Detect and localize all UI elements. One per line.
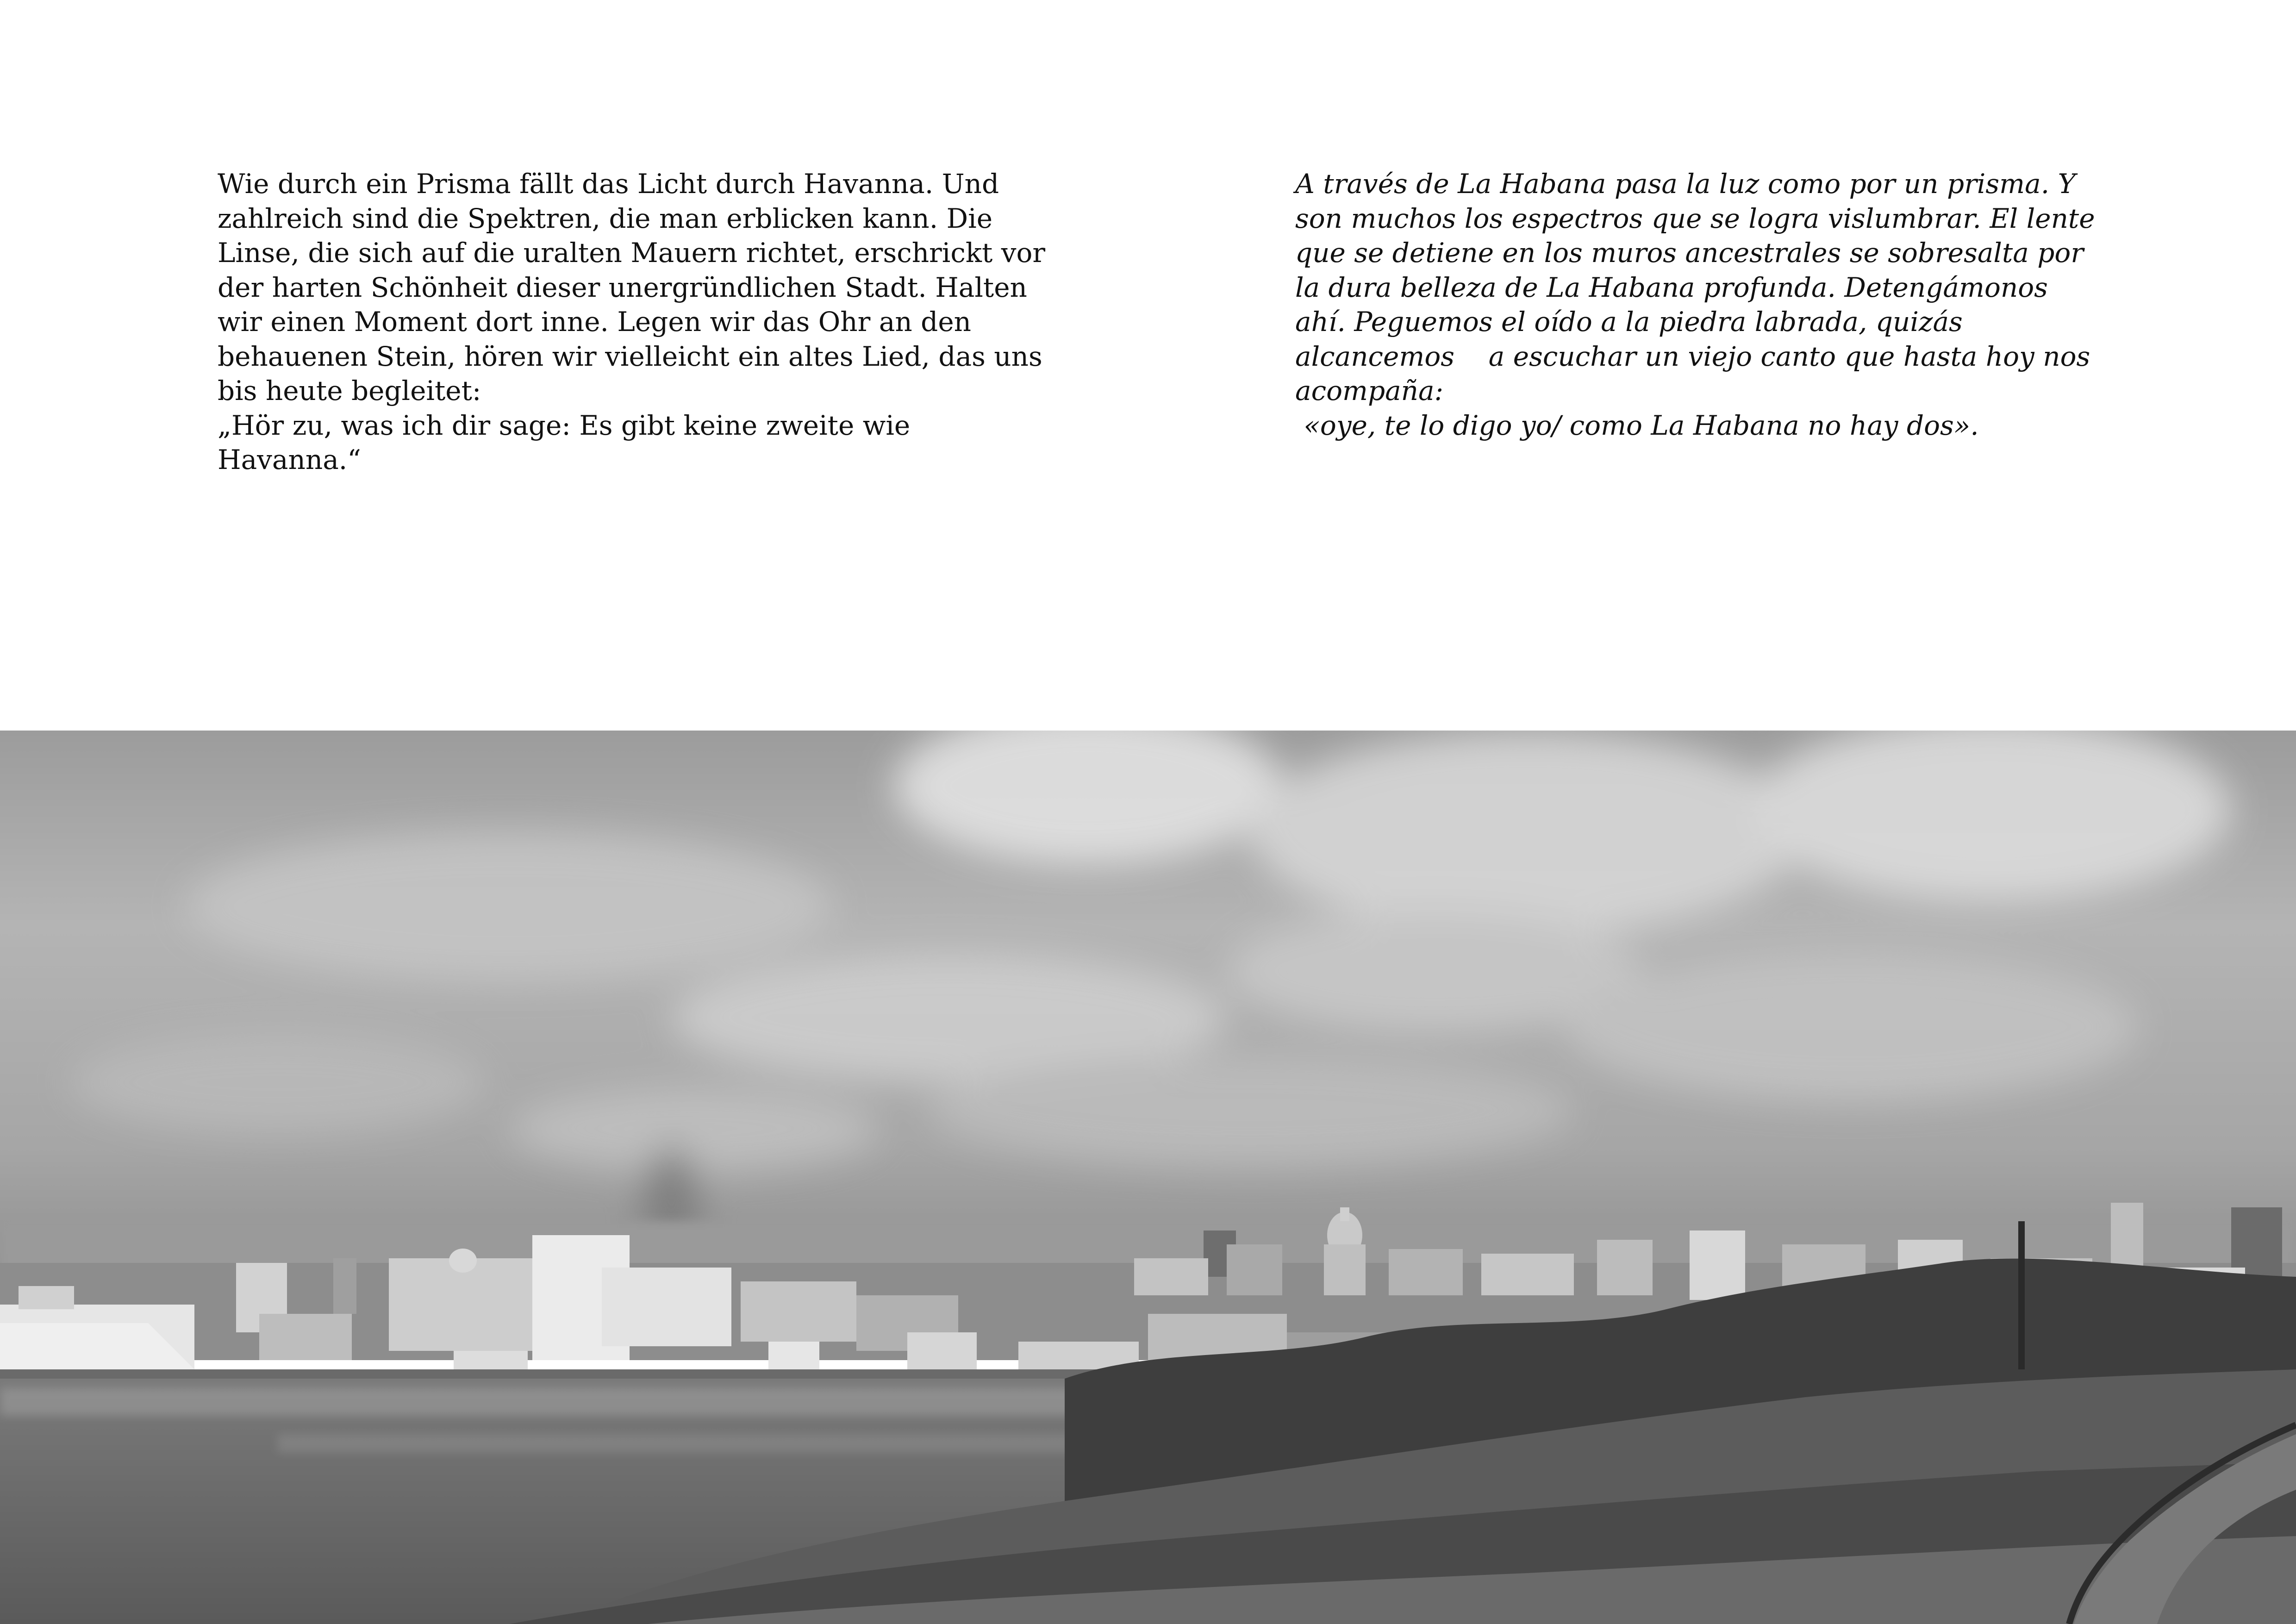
spanish-text-line: acompaña:: [1295, 375, 1444, 406]
spanish-text-line: ahí. Peguemos el oído a la piedra labrada, quizás: [1295, 306, 1963, 337]
spanish-text-line: A través de La Habana pasa la luz como por un prisma. Y: [1295, 168, 2076, 200]
spanish-text-line: «oye, te lo digo yo/ como La Habana no hay dos».: [1295, 409, 1979, 441]
havana-panorama-photo: [0, 731, 2296, 1624]
spanish-text-line: alcancemos a escuchar un viejo canto que hasta hoy nos: [1295, 340, 2090, 372]
german-text-line: „Hör zu, was ich dir sage: Es gibt keine zweite wie Havanna.“: [218, 409, 911, 475]
german-text-line: der harten Schönheit dieser unergründlichen Stadt. Halten: [218, 271, 1027, 303]
german-text-line: Linse, die sich auf die uralten Mauern richtet, erschrickt vor: [218, 237, 1046, 269]
spanish-text-line: son muchos los espectros que se logra vislumbrar. El lente: [1295, 202, 2095, 234]
german-text-line: bis heute begleitet:: [218, 375, 481, 406]
german-text-line: zahlreich sind die Spektren, die man erblicken kann. Die: [218, 202, 993, 234]
german-text-line: behauenen Stein, hören wir vielleicht ein altes Lied, das uns: [218, 340, 1042, 372]
spanish-text-column: [1295, 167, 2119, 443]
spanish-text-line: que se detiene en los muros ancestrales se sobresalta por: [1295, 237, 2084, 269]
german-text-column: [218, 167, 1060, 477]
german-text-line: Wie durch ein Prisma fällt das Licht durch Havanna. Und: [218, 168, 999, 200]
german-text-line: wir einen Moment dort inne. Legen wir das Ohr an den: [218, 306, 971, 337]
spanish-text-line: la dura belleza de La Habana profunda. Detengámonos: [1295, 271, 2048, 303]
